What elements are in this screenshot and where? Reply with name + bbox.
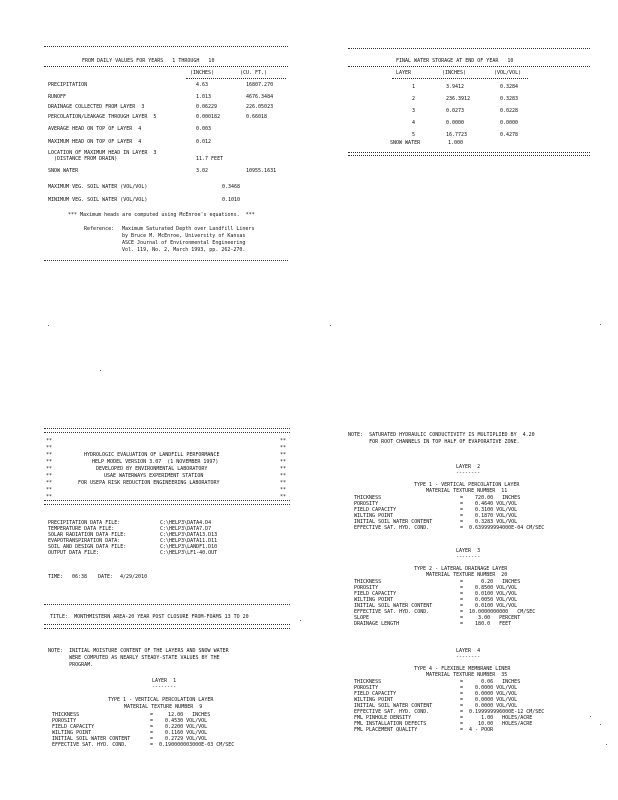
layer-title: LAYER 2 [456, 464, 481, 470]
layer-title-underline: -------- [456, 554, 481, 560]
property-name: WILTING POINT [354, 697, 394, 703]
row-inches: 0.000182 [196, 114, 221, 120]
snow-water-value: 1.000 [448, 140, 464, 146]
divider [44, 428, 290, 429]
layer-material: MATERIAL TEXTURE NUMBER 35 [426, 672, 508, 678]
row-inches: 3.02 [196, 168, 209, 174]
property-name: FIELD CAPACITY [354, 691, 397, 697]
property-name: WILTING POINT [52, 730, 92, 736]
banner-star: ** [46, 487, 53, 493]
scan-speck [590, 716, 591, 717]
property-value: = 180.0 FEET [460, 621, 512, 627]
banner-line: DEVELOPED BY ENVIRONMENTAL LABORATORY [96, 466, 208, 472]
reference-line: Vol. 119, No. 2, March 1993, pp. 262-270. [122, 247, 246, 253]
divider [44, 624, 290, 625]
property-name: DRAINAGE LENGTH [354, 621, 400, 627]
property-value: = 0.1870 VOL/VOL [460, 513, 518, 519]
property-name: POROSITY [52, 718, 77, 724]
property-name: INITIAL SOIL WATER CONTENT [354, 519, 433, 525]
property-name: THICKNESS [354, 579, 382, 585]
file-path: C:\HELP3\LANDF1.D10 [160, 544, 218, 550]
column-header-layer: LAYER [396, 70, 412, 76]
divider [348, 66, 590, 67]
banner-star: ** [280, 487, 287, 493]
divider [44, 66, 288, 67]
layer-type: TYPE 1 - VERTICAL PERCOLATION LAYER [414, 482, 520, 488]
row-label: RUNOFF [48, 94, 67, 100]
layer-type: TYPE 4 - FLEXIBLE MEMBRANE LINER [414, 666, 511, 672]
row-inches: 236.3912 [446, 96, 471, 102]
banner-star: ** [46, 473, 53, 479]
property-name: THICKNESS [52, 712, 80, 718]
property-name: POROSITY [354, 685, 379, 691]
banner-star: ** [280, 438, 287, 444]
date-label: DATE: [98, 574, 114, 580]
max-veg-value: 0.3468 [222, 184, 241, 190]
property-name: FIELD CAPACITY [52, 724, 95, 730]
reference-line: by Bruce M. McEnroe, University of Kansas [122, 233, 246, 239]
time-value: 06:38 [72, 574, 88, 580]
property-value: = 0.199999996000E-12 CM/SEC [460, 709, 545, 715]
initial-moisture-note: NOTE: INITIAL MOISTURE CONTENT OF THE LAYERS AND SNOW WATER [48, 648, 229, 654]
layer-title: LAYER 3 [456, 548, 481, 554]
property-value: = 0.0100 VOL/VOL [460, 591, 518, 597]
property-name: THICKNESS [354, 495, 382, 501]
property-name: INITIAL SOIL WATER CONTENT [52, 736, 131, 742]
property-name: SLOPE [354, 615, 370, 621]
file-label: OUTPUT DATA FILE: [48, 550, 100, 556]
file-label: EVAPOTRANSPIRATION DATA: [48, 538, 121, 544]
property-name: FML PINHOLE DENSITY [354, 715, 412, 721]
property-name: POROSITY [354, 501, 379, 507]
row-cuft: 0.66018 [246, 114, 268, 120]
property-name: EFFECTIVE SAT. HYD. COND. [354, 609, 430, 615]
layer-type: TYPE 1 - VERTICAL PERCOLATION LAYER [108, 697, 214, 703]
row-layer: 3 [412, 108, 416, 114]
divider [44, 260, 288, 261]
property-name: FML PLACEMENT QUALITY [354, 727, 418, 733]
banner-star: ** [280, 445, 287, 451]
row-inches: 4.63 [196, 82, 209, 88]
row-inches: 0.0273 [446, 108, 465, 114]
property-name: POROSITY [354, 585, 379, 591]
banner-star: ** [46, 466, 53, 472]
max-veg-label: MAXIMUM VEG. SOIL WATER (VOL/VOL) [48, 184, 148, 190]
divider [44, 500, 290, 501]
banner-star: ** [280, 452, 287, 458]
mcenroe-note: *** Maximum heads are computed using McEnroe's equations. *** [68, 212, 255, 218]
time-label: TIME: [48, 574, 64, 580]
initial-moisture-note: WERE COMPUTED AS NEARLY STEADY-STATE VALUES BY THE [48, 655, 220, 661]
scan-speck [300, 620, 301, 621]
banner-star: ** [46, 494, 53, 500]
min-veg-value: 0.1010 [222, 197, 241, 203]
file-label: SOLAR RADIATION DATA FILE: [48, 532, 127, 538]
column-header-cuft: (CU. FT.) [240, 70, 268, 76]
divider [186, 78, 286, 79]
banner-star: ** [280, 466, 287, 472]
row-label: AVERAGE HEAD ON TOP OF LAYER 4 [48, 126, 142, 132]
property-value: = 0.1160 VOL/VOL [150, 730, 208, 736]
hyd-cond-note: FOR ROOT CHANNELS IN TOP HALF OF EVAPORATIVE ZONE. [348, 439, 520, 445]
property-name: EFFECTIVE SAT. HYD. COND. [354, 525, 430, 531]
property-value: = 10.0000000000 CM/SEC [460, 609, 536, 615]
scan-speck [48, 325, 49, 326]
row-volvol: 0.3284 [500, 84, 519, 90]
row-label: MAXIMUM HEAD ON TOP OF LAYER 4 [48, 139, 142, 145]
row-cuft: 16807.270 [246, 82, 274, 88]
row-inches: 0.012 [196, 139, 212, 145]
row-volvol: 0.0228 [500, 108, 519, 114]
reference-label: Reference: [84, 226, 115, 232]
layer-title-underline: -------- [456, 470, 481, 476]
row-inches: 0.003 [196, 126, 212, 132]
banner-star: ** [280, 473, 287, 479]
layer-title-underline: -------- [456, 654, 481, 660]
row-volvol: 0.4278 [500, 132, 519, 138]
property-name: FIELD CAPACITY [354, 591, 397, 597]
row-volvol: 0.3283 [500, 96, 519, 102]
scan-speck [100, 370, 101, 371]
divider [44, 432, 290, 433]
property-value: = 10.00 HOLES/ACRE [460, 721, 533, 727]
banner-star: ** [280, 459, 287, 465]
property-value: = 0.3100 VOL/VOL [460, 507, 518, 513]
row-label: PERCOLATION/LEAKAGE THROUGH LAYER 5 [48, 114, 157, 120]
row-label: (DISTANCE FROM DRAIN) [48, 156, 118, 162]
scan-speck [600, 324, 601, 325]
property-name: THICKNESS [354, 679, 382, 685]
banner-star: ** [46, 452, 53, 458]
divider [44, 628, 290, 629]
row-inches: 16.7723 [446, 132, 468, 138]
property-value: = 0.06 INCHES [460, 679, 521, 685]
initial-moisture-note: PROGRAM. [48, 662, 94, 668]
file-label: PRECIPITATION DATA FILE: [48, 520, 121, 526]
hyd-cond-note: NOTE: SATURATED HYDRAULIC CONDUCTIVITY IS MULTIPLIED BY 4.20 [348, 432, 535, 438]
row-inches: 11.7 FEET [196, 156, 224, 162]
property-value: = 0.0100 VOL/VOL [460, 603, 518, 609]
property-value: = 0.2729 VOL/VOL [150, 736, 208, 742]
row-layer: 4 [412, 120, 416, 126]
property-value: = 0.4530 VOL/VOL [150, 718, 208, 724]
property-value: = 0.0000 VOL/VOL [460, 703, 518, 709]
file-label: TEMPERATURE DATA FILE: [48, 526, 115, 532]
property-value: = 0.0050 VOL/VOL [460, 597, 518, 603]
property-name: FIELD CAPACITY [354, 507, 397, 513]
layer-title-underline: -------- [152, 684, 177, 690]
divider [44, 604, 290, 605]
row-inches: 0.0000 [446, 120, 465, 126]
property-value: = 720.00 INCHES [460, 495, 521, 501]
divider [348, 155, 590, 156]
divider [44, 504, 290, 505]
property-value: = 0.0000 VOL/VOL [460, 697, 518, 703]
file-path: C:\HELP3\DATA4.D4 [160, 520, 212, 526]
column-header-inches: (INCHES) [190, 70, 215, 76]
banner-star: ** [46, 459, 53, 465]
row-label: DRAINAGE COLLECTED FROM LAYER 3 [48, 104, 145, 110]
property-value: = 0.3283 VOL/VOL [460, 519, 518, 525]
property-name: EFFECTIVE SAT. HYD. COND. [52, 742, 128, 748]
property-value: = 0.8500 VOL/VOL [460, 585, 518, 591]
reference-line: ASCE Journal of Environmental Engineering [122, 240, 246, 246]
layer-title: LAYER 4 [456, 648, 481, 654]
layer-type: TYPE 2 - LATERAL DRAINAGE LAYER [414, 566, 508, 572]
property-name: FML INSTALLATION DEFECTS [354, 721, 427, 727]
run-title: TITLE: MONTHMISTERN AREA-20 YEAR POST CLOSURE FROM-FOAMS 13 TO 20 [50, 614, 249, 620]
reference-line: Maximum Saturated Depth over Landfill Liners [122, 226, 255, 232]
layer-material: MATERIAL TEXTURE NUMBER 20 [426, 572, 508, 578]
banner-line: FOR USEPA RISK REDUCTION ENGINEERING LABORATORY [78, 480, 220, 486]
row-cuft: 10955.1631 [246, 168, 277, 174]
file-label: SOIL AND DESIGN DATA FILE: [48, 544, 127, 550]
divider [348, 152, 590, 153]
file-path: C:\HELP3\LF1-40.OUT [160, 550, 218, 556]
property-value: = 0.20 INCHES [460, 579, 521, 585]
row-volvol: 0.0000 [500, 120, 519, 126]
layer-material: MATERIAL TEXTURE NUMBER 9 [124, 704, 203, 710]
banner-star: ** [46, 438, 53, 444]
property-value: = 0.190000003000E-03 CM/SEC [150, 742, 235, 748]
divider [348, 48, 590, 49]
property-name: WILTING POINT [354, 597, 394, 603]
banner-star: ** [46, 480, 53, 486]
property-value: = 0.4640 VOL/VOL [460, 501, 518, 507]
property-name: INITIAL SOIL WATER CONTENT [354, 603, 433, 609]
row-label: PRECIPITATION [48, 82, 88, 88]
property-value: = 3.00 PERCENT [460, 615, 521, 621]
banner-star: ** [280, 494, 287, 500]
row-label: SNOW WATER [48, 168, 79, 174]
scan-speck [606, 744, 607, 745]
property-value: = 0.0000 VOL/VOL [460, 685, 518, 691]
property-value: = 0.2200 VOL/VOL [150, 724, 208, 730]
property-value: = 4 - POOR [460, 727, 494, 733]
property-name: INITIAL SOIL WATER CONTENT [354, 703, 433, 709]
file-path: C:\HELP3\DATA11.D11 [160, 538, 218, 544]
row-layer: 5 [412, 132, 416, 138]
scan-speck [600, 724, 601, 725]
property-name: EFFECTIVE SAT. HYD. COND. [354, 709, 430, 715]
row-inches: 3.9412 [446, 84, 465, 90]
property-value: = 12.00 INCHES [150, 712, 211, 718]
row-layer: 2 [412, 96, 416, 102]
file-path: C:\HELP3\DATA13.D13 [160, 532, 218, 538]
min-veg-label: MINIMUM VEG. SOIL WATER (VOL/VOL) [48, 197, 148, 203]
file-path: C:\HELP3\DATA7.D7 [160, 526, 212, 532]
row-inches: 0.06229 [196, 104, 218, 110]
annual-totals-header: FROM DAILY VALUES FOR YEARS 1 THROUGH 10 [82, 58, 215, 64]
row-cuft: 226.05023 [246, 104, 274, 110]
date-value: 4/29/2010 [120, 574, 148, 580]
row-inches: 1.013 [196, 94, 212, 100]
banner-line: HELP MODEL VERSION 3.07 (1 NOVEMBER 1997) [92, 459, 219, 465]
banner-star: ** [46, 445, 53, 451]
layer-title: LAYER 1 [152, 678, 177, 684]
row-label: LOCATION OF MAXIMUM HEAD IN LAYER 3 [48, 150, 157, 156]
divider [44, 46, 288, 47]
row-cuft: 4676.3484 [246, 94, 274, 100]
column-header-volvol: (VOL/VOL) [494, 70, 522, 76]
divider [392, 78, 528, 79]
property-name: WILTING POINT [354, 513, 394, 519]
banner-line: HYDROLOGIC EVALUATION OF LANDFILL PERFORMANCE [84, 452, 220, 458]
snow-water-label: SNOW WATER [390, 140, 421, 146]
banner-star: ** [280, 480, 287, 486]
property-value: = 1.00 HOLES/ACRE [460, 715, 533, 721]
final-storage-header: FINAL WATER STORAGE AT END OF YEAR 10 [396, 58, 514, 64]
scan-speck [330, 325, 331, 326]
property-value: = 0.639999994000E-04 CM/SEC [460, 525, 545, 531]
banner-line: USAE WATERWAYS EXPERIMENT STATION [104, 473, 204, 479]
row-layer: 1 [412, 84, 416, 90]
layer-material: MATERIAL TEXTURE NUMBER 11 [426, 488, 508, 494]
column-header-inches: (INCHES) [442, 70, 467, 76]
property-value: = 0.0000 VOL/VOL [460, 691, 518, 697]
